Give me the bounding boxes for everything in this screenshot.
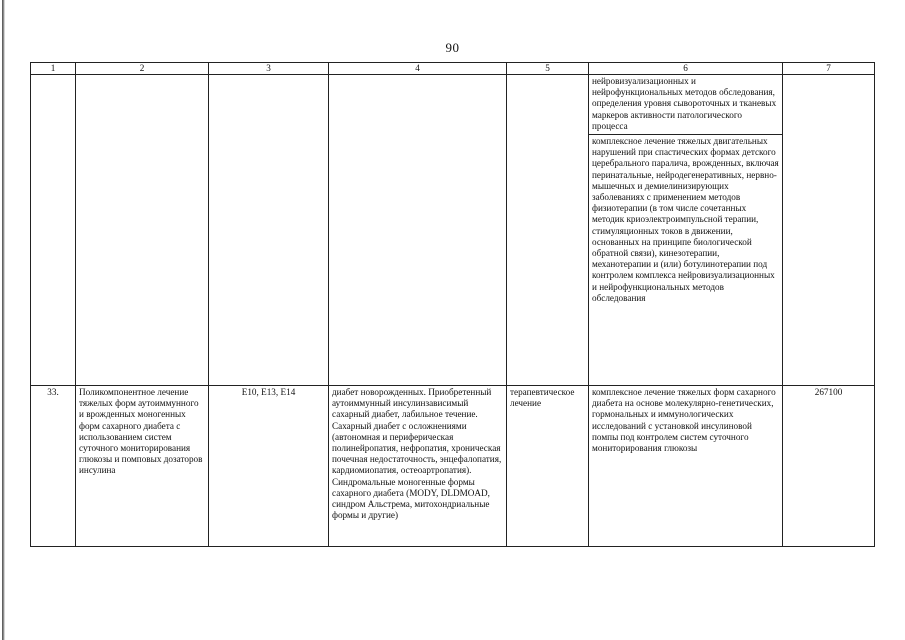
treatment-type: терапевтическое лечение xyxy=(507,386,589,547)
cont-col-5 xyxy=(507,75,589,386)
header-col-7: 7 xyxy=(783,63,875,75)
method-continuation: нейровизуализационных и нейрофункциональных методов обследования, определения уровня сывороточных и тканевых маркеров активности патологического процесса xyxy=(592,76,777,131)
cont-col-4 xyxy=(329,75,507,386)
header-col-3: 3 xyxy=(209,63,329,75)
table-row-33 xyxy=(31,386,875,547)
cost-value: 267100 xyxy=(783,386,875,547)
method-spasticity: комплексное лечение тяжелых двигательных нарушений при спастических формах детского церебрального паралича, врожденных, включая перинатальные, нейродегенеративных, нервно-мышечных и демиелинизирующих заболеваниях с применением методов физиотерапии (в том числе сочетанных методик криоэлектроимпульсной терапии, стимуляционных токов в движении, основанных на принципе биологической обратной связи), кинезотерапии, механотерапии и (или) ботулинотерапии под контролем комплекса нейровизуализационных и нейрофункциональных методов обследования xyxy=(589,134,782,305)
cont-col-2 xyxy=(76,75,209,386)
header-col-1: 1 xyxy=(31,63,76,75)
medical-care-table xyxy=(30,62,875,547)
scan-edge xyxy=(2,0,5,640)
cont-col-3 xyxy=(209,75,329,386)
patient-model: диабет новорожденных. Приобретенный аутоиммунный инсулинзависимый сахарный диабет, лабильное течение. Сахарный диабет с осложнениями (автономная и периферическая полинейропатия, нефропатия, хроническая почечная недостаточность, энцефалопатия, кардиомиопатия, остеоартропатия). Синдромальные моногенные формы сахарного диабета (MODY, DLDMOAD, синдром Альстрема, митохондриальные формы и другие) xyxy=(329,386,507,547)
header-row xyxy=(31,63,875,75)
continuation-row xyxy=(31,75,875,386)
cont-col-1 xyxy=(31,75,76,386)
header-col-4: 4 xyxy=(329,63,507,75)
care-type-name: Поликомпонентное лечение тяжелых форм аутоиммунного и врожденных моногенных форм сахарного диабета с использованием систем суточного мониторирования глюкозы и помповых дозаторов инсулина xyxy=(76,386,209,547)
page-number: 90 xyxy=(445,40,460,55)
cont-col-6 xyxy=(589,75,783,386)
row-number: 33. xyxy=(31,386,76,547)
header-col-5: 5 xyxy=(507,63,589,75)
treatment-method: комплексное лечение тяжелых форм сахарного диабета на основе молекулярно-генетических, гормональных и иммунологических исследований с установкой инсулиновой помпы под контролем систем суточного мониторирования глюкозы xyxy=(589,386,783,547)
header-col-2: 2 xyxy=(76,63,209,75)
cont-col-7 xyxy=(783,75,875,386)
header-col-6: 6 xyxy=(589,63,783,75)
icd-codes: E10, E13, E14 xyxy=(209,386,329,547)
